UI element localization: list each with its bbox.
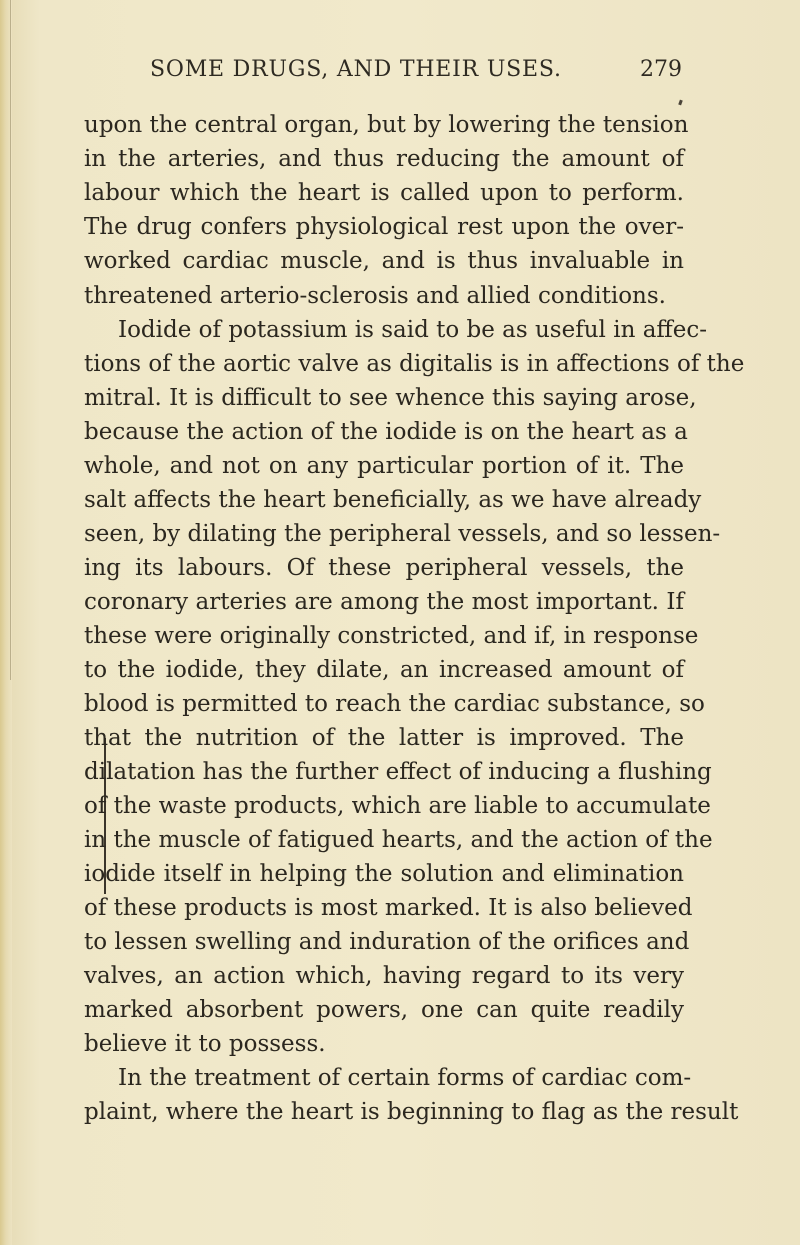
text-line: dilatation has the further effect of inducing a flushing bbox=[84, 759, 712, 785]
text-line: The drug confers physiological rest upon the over- bbox=[84, 214, 684, 240]
gutter-line bbox=[10, 0, 11, 680]
text-line: labour which the heart is called upon to perform. bbox=[84, 180, 684, 206]
text-line: because the action of the iodide is on the heart as a bbox=[84, 419, 688, 445]
text-line: threatened arterio-sclerosis and allied conditions. bbox=[84, 283, 666, 309]
text-line: in the arteries, and thus reducing the amount of bbox=[84, 146, 684, 172]
text-line: that the nutrition of the latter is improved. The bbox=[84, 725, 684, 751]
text-line: of these products is most marked. It is also believed bbox=[84, 895, 693, 921]
text-line: to lessen swelling and induration of the orifices and bbox=[84, 929, 690, 955]
text-line: whole, and not on any particular portion of it. The bbox=[84, 453, 684, 479]
text-line: valves, an action which, having regard to its very bbox=[84, 963, 684, 989]
ink-speck bbox=[678, 100, 683, 106]
text-line: worked cardiac muscle, and is thus invaluable in bbox=[84, 248, 684, 274]
text-line: these were originally constricted, and if, in response bbox=[84, 623, 699, 649]
text-line: tions of the aortic valve as digitalis is in affections of the bbox=[84, 351, 745, 377]
text-line: believe it to possess. bbox=[84, 1031, 326, 1057]
text-line: marked absorbent powers, one can quite readily bbox=[84, 997, 684, 1023]
text-line: Iodide of potassium is said to be as useful in affec- bbox=[118, 317, 708, 343]
text-line: mitral. It is difficult to see whence this saying arose, bbox=[84, 385, 697, 411]
text-line: of the waste products, which are liable to accumulate bbox=[84, 793, 711, 819]
page-header bbox=[150, 57, 682, 93]
text-line: In the treatment of certain forms of cardiac com- bbox=[118, 1065, 692, 1091]
text-line: blood is permitted to reach the cardiac substance, so bbox=[84, 691, 705, 717]
text-line: in the muscle of fatigued hearts, and the action of the bbox=[84, 827, 713, 853]
text-line: salt affects the heart beneficially, as we have already bbox=[84, 487, 702, 513]
page-number: 279 bbox=[640, 57, 682, 82]
text-line: seen, by dilating the peripheral vessels, and so lessen- bbox=[84, 521, 721, 547]
running-head: SOME DRUGS, AND THEIR USES. bbox=[150, 57, 562, 82]
text-line: to the iodide, they dilate, an increased amount of bbox=[84, 657, 684, 683]
text-line: plaint, where the heart is beginning to flag as the result bbox=[84, 1099, 739, 1125]
text-line: iodide itself in helping the solution and elimination bbox=[84, 861, 684, 887]
text-line: upon the central organ, but by lowering the tension bbox=[84, 112, 689, 138]
text-line: coronary arteries are among the most important. If bbox=[84, 589, 684, 615]
text-line: ing its labours. Of these peripheral vessels, the bbox=[84, 555, 684, 581]
